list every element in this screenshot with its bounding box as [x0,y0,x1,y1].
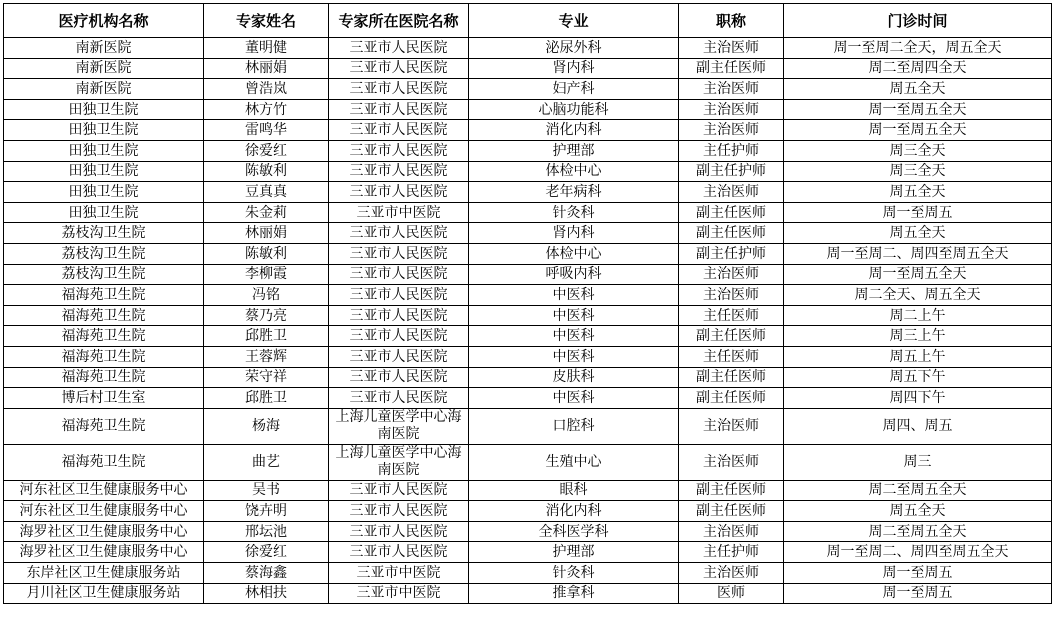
expert-name-cell: 饶卉明 [204,501,329,522]
institution-cell: 田独卫生院 [4,161,204,182]
expert-hospital-cell: 三亚市人民医院 [329,346,469,367]
clinic-time-cell: 周三上午 [784,326,1052,347]
title-cell: 主治医师 [679,285,784,306]
expert-hospital-cell: 三亚市人民医院 [329,58,469,79]
table-body [4,38,1052,604]
institution-cell: 河东社区卫生健康服务中心 [4,501,204,522]
table-row [4,223,1052,244]
expert-hospital-cell: 三亚市人民医院 [329,326,469,347]
expert-name-cell: 邱胜卫 [204,388,329,409]
institution-cell: 海罗社区卫生健康服务中心 [4,521,204,542]
specialty-cell: 生殖中心 [469,444,679,480]
expert-name-cell: 王蓉辉 [204,346,329,367]
expert-hospital-cell: 上海儿童医学中心海南医院 [329,408,469,444]
expert-hospital-cell: 三亚市人民医院 [329,182,469,203]
clinic-time-cell: 周五全天 [784,501,1052,522]
table-row [4,583,1052,604]
institution-cell: 福海苑卫生院 [4,408,204,444]
clinic-time-cell: 周一至周五全天 [784,264,1052,285]
table-row [4,408,1052,444]
clinic-time-cell: 周一至周五全天 [784,120,1052,141]
table-row [4,346,1052,367]
expert-hospital-cell: 三亚市人民医院 [329,120,469,141]
table-row [4,388,1052,409]
specialty-cell: 心脑功能科 [469,99,679,120]
specialty-cell: 护理部 [469,140,679,161]
title-cell: 主治医师 [679,521,784,542]
clinic-time-cell: 周四、周五 [784,408,1052,444]
expert-name-cell: 冯铭 [204,285,329,306]
header-title: 职称 [679,4,784,38]
expert-name-cell: 邱胜卫 [204,326,329,347]
table-row [4,444,1052,480]
specialty-cell: 体检中心 [469,161,679,182]
expert-name-cell: 蔡乃亮 [204,305,329,326]
expert-name-cell: 邢坛池 [204,521,329,542]
title-cell: 主治医师 [679,182,784,203]
table-row [4,38,1052,59]
table-row [4,542,1052,563]
clinic-time-cell: 周一至周二全天，周五全天 [784,38,1052,59]
specialty-cell: 妇产科 [469,79,679,100]
institution-cell: 福海苑卫生院 [4,285,204,306]
table-row [4,563,1052,584]
expert-hospital-cell: 三亚市人民医院 [329,305,469,326]
title-cell: 主任医师 [679,305,784,326]
specialty-cell: 口腔科 [469,408,679,444]
specialty-cell: 体检中心 [469,243,679,264]
specialty-cell: 针灸科 [469,563,679,584]
table-row [4,285,1052,306]
expert-hospital-cell: 三亚市人民医院 [329,285,469,306]
clinic-time-cell: 周五全天 [784,79,1052,100]
clinic-time-cell: 周五下午 [784,367,1052,388]
institution-cell: 荔枝沟卫生院 [4,223,204,244]
clinic-time-cell: 周五上午 [784,346,1052,367]
clinic-time-cell: 周二上午 [784,305,1052,326]
title-cell: 主治医师 [679,99,784,120]
institution-cell: 南新医院 [4,38,204,59]
expert-hospital-cell: 三亚市中医院 [329,563,469,584]
expert-name-cell: 徐爱红 [204,140,329,161]
specialty-cell: 中医科 [469,326,679,347]
specialty-cell: 中医科 [469,305,679,326]
clinic-time-cell: 周一至周二、周四至周五全天 [784,542,1052,563]
table-row [4,58,1052,79]
institution-cell: 月川社区卫生健康服务站 [4,583,204,604]
table-row [4,367,1052,388]
table-row [4,202,1052,223]
clinic-time-cell: 周三全天 [784,161,1052,182]
expert-name-cell: 陈敏利 [204,161,329,182]
specialty-cell: 肾内科 [469,223,679,244]
expert-name-cell: 蔡海鑫 [204,563,329,584]
table-row [4,182,1052,203]
expert-hospital-cell: 三亚市中医院 [329,583,469,604]
table-row [4,326,1052,347]
specialty-cell: 针灸科 [469,202,679,223]
expert-hospital-cell: 三亚市人民医院 [329,223,469,244]
specialty-cell: 全科医学科 [469,521,679,542]
title-cell: 主治医师 [679,563,784,584]
title-cell: 主任护师 [679,542,784,563]
specialty-cell: 肾内科 [469,58,679,79]
title-cell: 副主任医师 [679,58,784,79]
header-institution: 医疗机构名称 [4,4,204,38]
table-row [4,480,1052,501]
institution-cell: 福海苑卫生院 [4,367,204,388]
title-cell: 主治医师 [679,444,784,480]
expert-hospital-cell: 三亚市人民医院 [329,264,469,285]
expert-hospital-cell: 三亚市中医院 [329,202,469,223]
clinic-time-cell: 周三 [784,444,1052,480]
institution-cell: 福海苑卫生院 [4,326,204,347]
clinic-time-cell: 周一至周五 [784,563,1052,584]
specialty-cell: 推拿科 [469,583,679,604]
expert-name-cell: 李柳霞 [204,264,329,285]
title-cell: 副主任医师 [679,480,784,501]
expert-hospital-cell: 三亚市人民医院 [329,542,469,563]
clinic-time-cell: 周二至周五全天 [784,480,1052,501]
specialty-cell: 护理部 [469,542,679,563]
title-cell: 医师 [679,583,784,604]
expert-hospital-cell: 三亚市人民医院 [329,480,469,501]
institution-cell: 福海苑卫生院 [4,444,204,480]
table-row [4,99,1052,120]
expert-hospital-cell: 三亚市人民医院 [329,99,469,120]
title-cell: 主治医师 [679,408,784,444]
expert-name-cell: 林丽娟 [204,58,329,79]
clinic-time-cell: 周五全天 [784,182,1052,203]
expert-name-cell: 杨海 [204,408,329,444]
specialty-cell: 泌尿外科 [469,38,679,59]
title-cell: 主任护师 [679,140,784,161]
clinic-time-cell: 周一至周二、周四至周五全天 [784,243,1052,264]
header-specialty: 专业 [469,4,679,38]
expert-hospital-cell: 三亚市人民医院 [329,140,469,161]
specialty-cell: 消化内科 [469,120,679,141]
clinic-time-cell: 周二至周五全天 [784,521,1052,542]
table-row [4,79,1052,100]
table-header [4,4,1052,38]
specialty-cell: 呼吸内科 [469,264,679,285]
institution-cell: 荔枝沟卫生院 [4,264,204,285]
header-clinic-time: 门诊时间 [784,4,1052,38]
title-cell: 副主任医师 [679,202,784,223]
expert-hospital-cell: 三亚市人民医院 [329,501,469,522]
title-cell: 主治医师 [679,120,784,141]
expert-name-cell: 林方竹 [204,99,329,120]
institution-cell: 田独卫生院 [4,182,204,203]
header-expert-hospital: 专家所在医院名称 [329,4,469,38]
expert-name-cell: 陈敏利 [204,243,329,264]
expert-name-cell: 林相扶 [204,583,329,604]
expert-name-cell: 荣守祥 [204,367,329,388]
table-row [4,120,1052,141]
expert-hospital-cell: 三亚市人民医院 [329,367,469,388]
table-row [4,264,1052,285]
institution-cell: 河东社区卫生健康服务中心 [4,480,204,501]
institution-cell: 荔枝沟卫生院 [4,243,204,264]
specialty-cell: 中医科 [469,285,679,306]
expert-hospital-cell: 三亚市人民医院 [329,388,469,409]
table-row [4,243,1052,264]
specialty-cell: 皮肤科 [469,367,679,388]
clinic-schedule-table [3,3,1052,604]
title-cell: 副主任医师 [679,388,784,409]
clinic-time-cell: 周二至周四全天 [784,58,1052,79]
institution-cell: 东岸社区卫生健康服务站 [4,563,204,584]
clinic-time-cell: 周一至周五全天 [784,99,1052,120]
title-cell: 主治医师 [679,79,784,100]
institution-cell: 南新医院 [4,58,204,79]
expert-name-cell: 雷鸣华 [204,120,329,141]
institution-cell: 田独卫生院 [4,99,204,120]
clinic-time-cell: 周三全天 [784,140,1052,161]
expert-hospital-cell: 上海儿童医学中心海南医院 [329,444,469,480]
expert-name-cell: 曾浩岚 [204,79,329,100]
expert-name-cell: 曲艺 [204,444,329,480]
institution-cell: 福海苑卫生院 [4,305,204,326]
table-row [4,501,1052,522]
clinic-time-cell: 周二全天、周五全天 [784,285,1052,306]
title-cell: 主治医师 [679,264,784,285]
specialty-cell: 消化内科 [469,501,679,522]
specialty-cell: 老年病科 [469,182,679,203]
expert-hospital-cell: 三亚市人民医院 [329,521,469,542]
expert-hospital-cell: 三亚市人民医院 [329,38,469,59]
specialty-cell: 中医科 [469,346,679,367]
expert-name-cell: 朱金莉 [204,202,329,223]
header-row [4,4,1052,38]
institution-cell: 福海苑卫生院 [4,346,204,367]
title-cell: 副主任医师 [679,223,784,244]
institution-cell: 田独卫生院 [4,202,204,223]
header-expert-name: 专家姓名 [204,4,329,38]
expert-name-cell: 吴书 [204,480,329,501]
institution-cell: 海罗社区卫生健康服务中心 [4,542,204,563]
title-cell: 副主任医师 [679,367,784,388]
title-cell: 主治医师 [679,38,784,59]
title-cell: 副主任医师 [679,501,784,522]
expert-hospital-cell: 三亚市人民医院 [329,79,469,100]
institution-cell: 南新医院 [4,79,204,100]
expert-name-cell: 徐爱红 [204,542,329,563]
expert-hospital-cell: 三亚市人民医院 [329,243,469,264]
clinic-time-cell: 周四下午 [784,388,1052,409]
expert-name-cell: 林丽娟 [204,223,329,244]
clinic-time-cell: 周五全天 [784,223,1052,244]
table-row [4,140,1052,161]
specialty-cell: 中医科 [469,388,679,409]
specialty-cell: 眼科 [469,480,679,501]
title-cell: 主任医师 [679,346,784,367]
expert-name-cell: 豆真真 [204,182,329,203]
institution-cell: 博后村卫生室 [4,388,204,409]
institution-cell: 田独卫生院 [4,140,204,161]
table-row [4,521,1052,542]
table-row [4,305,1052,326]
table-row [4,161,1052,182]
expert-name-cell: 董明健 [204,38,329,59]
title-cell: 副主任护师 [679,243,784,264]
title-cell: 副主任护师 [679,161,784,182]
clinic-time-cell: 周一至周五 [784,583,1052,604]
institution-cell: 田独卫生院 [4,120,204,141]
expert-hospital-cell: 三亚市人民医院 [329,161,469,182]
clinic-time-cell: 周一至周五 [784,202,1052,223]
title-cell: 副主任医师 [679,326,784,347]
